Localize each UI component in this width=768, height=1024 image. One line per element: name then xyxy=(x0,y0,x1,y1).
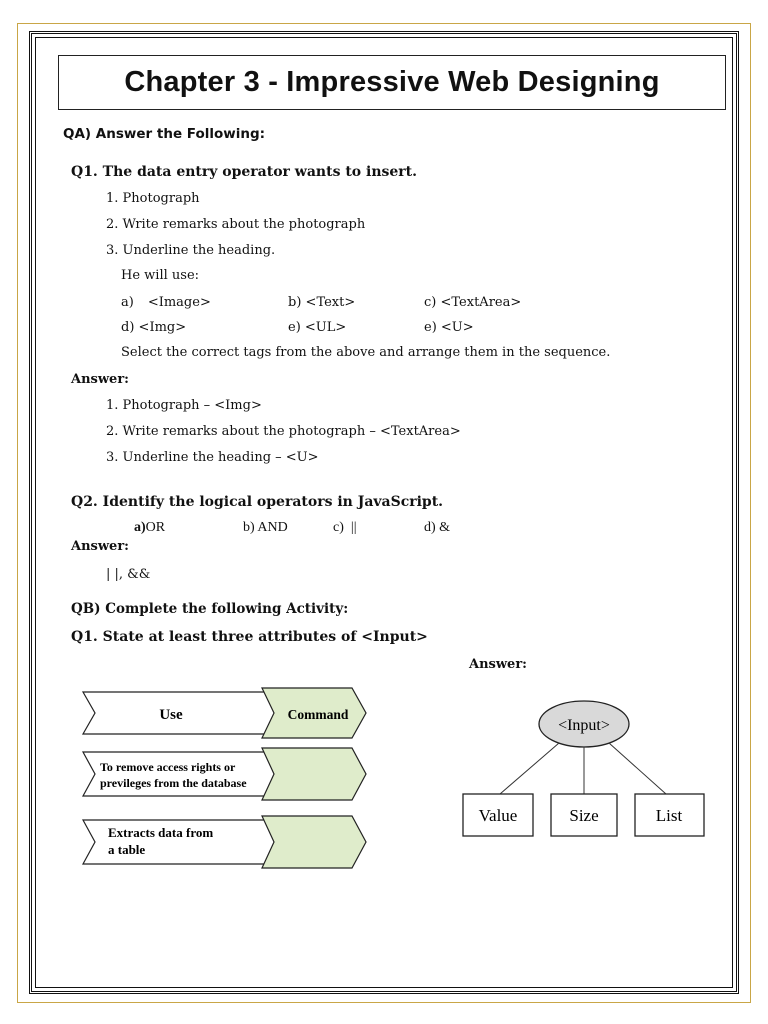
command-header-label: Command xyxy=(287,707,349,722)
q1-option-a: a) <Image> xyxy=(121,295,211,310)
row2-use-text-2: a table xyxy=(108,842,146,857)
tree-child-value: Value xyxy=(478,806,518,825)
row1-use-text-1: To remove access rights or xyxy=(100,760,236,774)
q1-option-d: d) <Img> xyxy=(121,320,187,335)
q2-option-a: a)OR xyxy=(134,520,166,535)
activity-diagram xyxy=(80,684,370,874)
q1-option-c: c) <TextArea> xyxy=(424,295,522,310)
tree-edge-value xyxy=(500,743,559,794)
q1-question: Q1. The data entry operator wants to insert. xyxy=(71,164,418,180)
row2-use-text-1: Extracts data from xyxy=(108,825,214,840)
row1-use-text-2: previleges from the database xyxy=(100,776,247,790)
use-header-label: Use xyxy=(159,707,183,723)
qb-q1-question: Q1. State at least three attributes of <Input> xyxy=(71,629,428,645)
page-title: Chapter 3 - Impressive Web Designing xyxy=(124,66,660,98)
row2-command-chevron xyxy=(262,816,366,868)
q1-option-b: b) <Text> xyxy=(288,295,356,310)
tree-child-size: Size xyxy=(569,806,599,825)
q2-option-b: b) AND xyxy=(243,520,288,535)
q1-answer-3: 3. Underline the heading – <U> xyxy=(106,450,319,465)
tree-root-label: <Input> xyxy=(558,717,610,734)
q1-option-e2: e) <U> xyxy=(424,320,474,335)
qb-answer-label: Answer: xyxy=(469,657,527,672)
q1-answer-1: 1. Photograph – <Img> xyxy=(106,398,262,413)
q2-answer-label: Answer: xyxy=(71,539,129,554)
q1-option-e1: e) <UL> xyxy=(288,320,347,335)
q2-option-c: c) || xyxy=(333,520,357,535)
q2-question: Q2. Identify the logical operators in JavaScript. xyxy=(71,494,444,510)
q1-answer-2: 2. Write remarks about the photograph – <TextArea> xyxy=(106,424,461,439)
tree-edge-list xyxy=(609,743,666,794)
qb-heading: QB) Complete the following Activity: xyxy=(71,601,349,617)
q2-answer: | |, && xyxy=(106,567,151,582)
q1-answer-label: Answer: xyxy=(71,372,129,387)
q1-he-will-use: He will use: xyxy=(121,268,200,283)
qa-heading: QA) Answer the Following: xyxy=(63,126,266,142)
q1-item-3: 3. Underline the heading. xyxy=(106,243,276,258)
q1-item-2: 2. Write remarks about the photograph xyxy=(106,217,366,232)
q1-item-1: 1. Photograph xyxy=(106,191,200,206)
q1-instruction: Select the correct tags from the above and arrange them in the sequence. xyxy=(121,345,611,360)
q2-option-d: d) & xyxy=(424,520,451,535)
row1-command-chevron xyxy=(262,748,366,800)
use-header-chevron xyxy=(83,692,284,734)
title-box xyxy=(58,55,726,110)
input-attribute-tree xyxy=(458,694,713,844)
tree-child-list: List xyxy=(655,806,683,825)
